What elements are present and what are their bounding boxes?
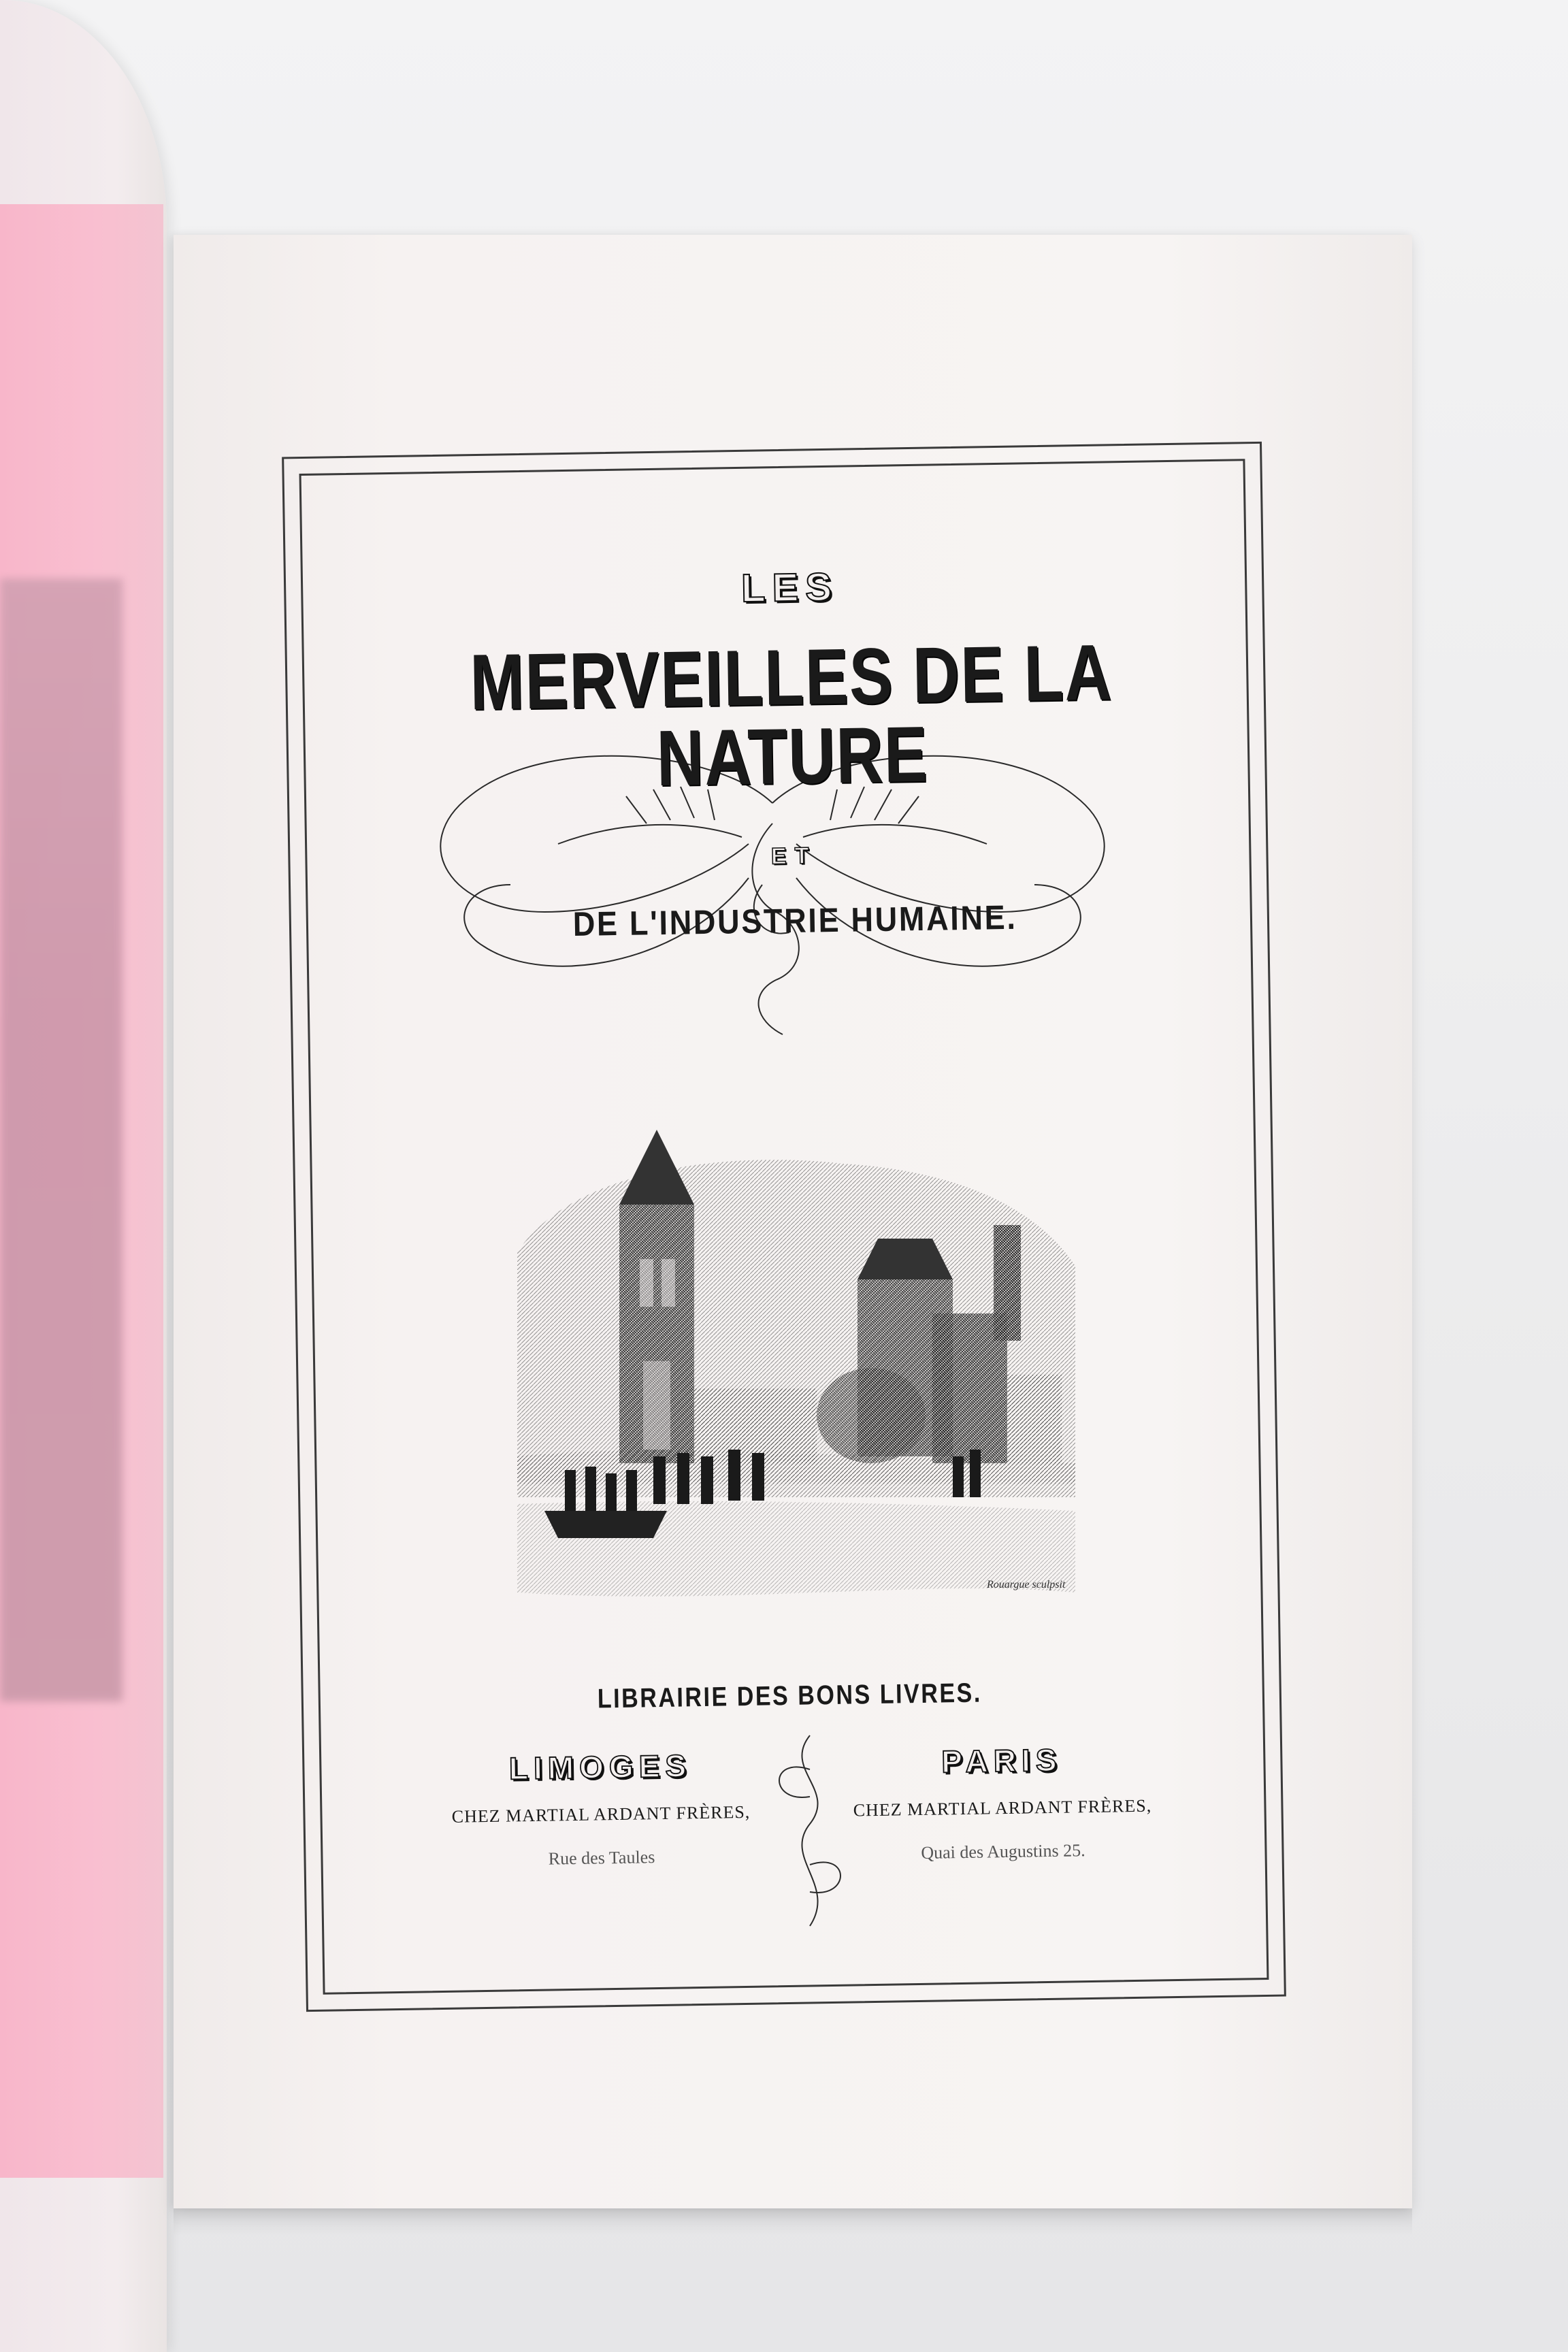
imprint-flourish — [742, 1729, 878, 1933]
main-title: MERVEILLES DE LA NATURE — [469, 627, 1113, 803]
address-paris: Quai des Augustins 25. — [921, 1840, 1085, 1863]
page-shadow — [174, 2208, 1412, 2236]
engraving-illustration — [517, 1102, 1075, 1620]
title-et: ET — [770, 843, 817, 870]
city-name-limoges: LIMOGES — [508, 1748, 692, 1786]
address-limoges: Rue des Taules — [548, 1847, 655, 1869]
city-name-paris: PARIS — [941, 1742, 1062, 1780]
engraver-credit: Rouargue sculpsit — [987, 1579, 1066, 1590]
subtitle: DE L'INDUSTRIE HUMAINE. — [572, 898, 1018, 944]
publisher-paris: CHEZ MARTIAL ARDANT FRÈRES, — [853, 1795, 1152, 1820]
publisher-line: LIBRAIRIE DES BONS LIVRES. — [597, 1678, 983, 1714]
title-les: LES — [740, 564, 839, 611]
title-block — [306, 557, 1278, 948]
facing-plate-image — [0, 578, 122, 1701]
publisher-limoges: CHEZ MARTIAL ARDANT FRÈRES, — [451, 1801, 751, 1827]
